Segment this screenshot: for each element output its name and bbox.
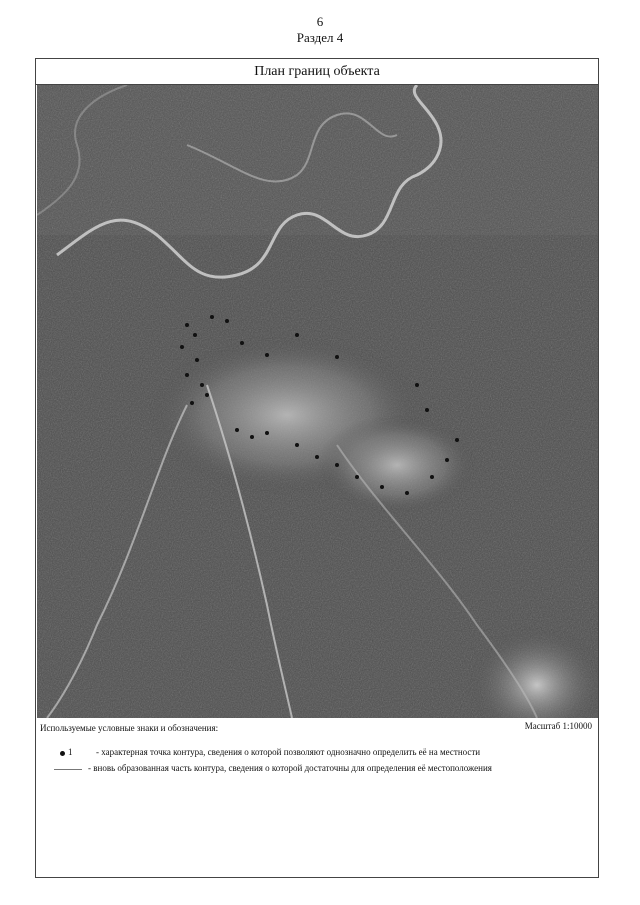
plan-title: План границ объекта	[36, 59, 598, 85]
legend-item-point-text: - характерная точка контура, сведения о которой позволяют однозначно определить её на местности	[96, 747, 481, 757]
line-icon	[54, 769, 82, 770]
legend-item-line-text: - вновь образованная часть контура, сведения о которой достаточны для определения её местоположения	[88, 763, 492, 773]
section-title: Раздел 4	[296, 30, 344, 45]
satellite-map-image	[37, 85, 598, 718]
legend-header: Используемые условные знаки и обозначения:	[40, 723, 219, 733]
point-number-label: 1	[68, 747, 73, 757]
document-frame	[35, 58, 599, 878]
point-icon	[54, 749, 78, 759]
scale-label: Масштаб 1:10000	[524, 721, 592, 731]
page-number: 6	[316, 14, 324, 29]
